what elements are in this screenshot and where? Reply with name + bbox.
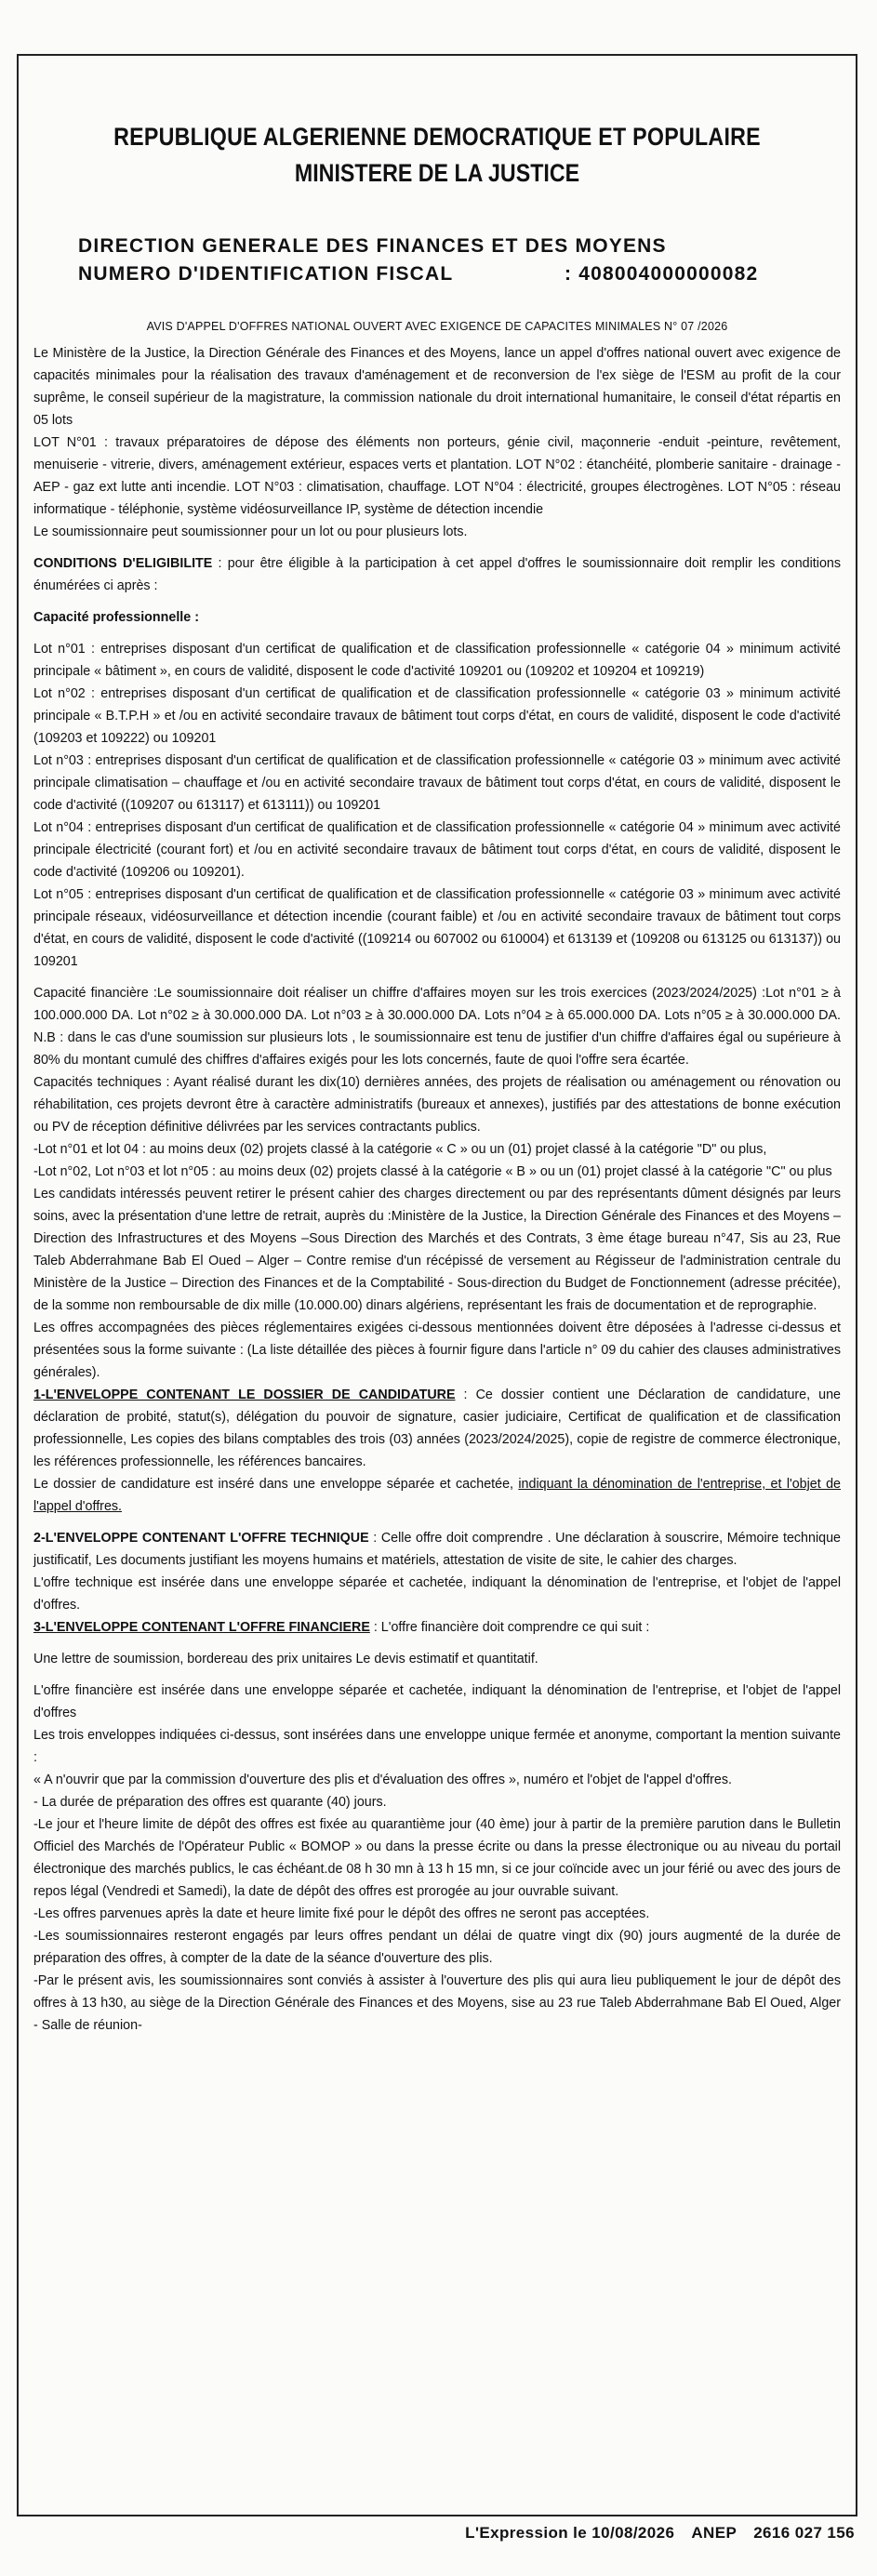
fiscal-id-label: NUMERO D'IDENTIFICATION FISCAL <box>78 263 454 285</box>
lot-requirement: Lot n°03 : entreprises disposant d'un certificat de qualification et de classification professionnelle « catégorie 03 » minimum avec activité principale climatisation – chauffage et /ou en activité secondaire travaux de bâtiment tout corps d'état, en cours de validité, disposent le code d'activité ((109207 ou 613117) et 613111)) ou 109201 <box>33 753 841 813</box>
late-offers-paragraph: -Les offres parvenues après la date et heure limite fixé pour le dépôt des offres ne seront pas acceptées. <box>33 1906 650 1921</box>
envelope-3-paragraph <box>33 1616 841 1639</box>
technical-lot-requirement: -Lot n°02, Lot n°03 et lot n°05 : au moins deux (02) projets classé à la catégorie « B » ou un (01) projet classé à la catégorie "C" ou plus <box>33 1164 832 1179</box>
lot-requirement: Lot n°02 : entreprises disposant d'un certificat de qualification et de classification professionnelle « catégorie 03 » minimum activité principale « B.T.P.H » et /ou en activité secondaire travaux de bâtiment tout corps d'état, en cours de validité, disposent le code d'activité (109203 et 109222) ou 109201 <box>33 686 841 746</box>
republic-title: REPUBLIQUE ALGERIENNE DEMOCRATIQUE ET POPULAIRE <box>113 123 761 151</box>
deadline-paragraph: -Le jour et l'heure limite de dépôt des offres est fixée au quarantième jour (40 ème) jour à partir de la première parution dans le Bulletin Officiel des Marchés de l'Opérateur Public « BOMOP » ou dans la presse écrite ou dans la presse électronique ou au niveau du portail électronique des marchés publics, le cas échéant.de 08 h 30 mn à 13 h 15 mn, si ce jour coïncide avec un jour férié ou avec des jours de repos légal (Vendredi et Samedi), la date de dépôt des offres est prorogée au jour ouvrable suivant. <box>33 1817 841 1899</box>
envelope-1-text: : Ce dossier contient une Déclaration de candidature, une déclaration de probité, statut(s), délégation du pouvoir de signature, casier judiciaire, Certificat de qualification et de classification professionnelle, Les copies des bilans comptables des trois (03) années (2023/2024/2025), copie de registre de commerce électronique, les références professionnelle, les références bancaires. <box>33 1388 841 1469</box>
notice-title: AVIS D'APPEL D'OFFRES NATIONAL OUVERT AVEC EXIGENCE DE CAPACITES MINIMALES N° 07 /2026 <box>146 320 728 333</box>
publication-source: L'Expression le 10/08/2026 <box>465 2524 675 2542</box>
direction-block <box>78 232 841 288</box>
lots-list-paragraph: LOT N°01 : travaux préparatoires de dépose des éléments non porteurs, génie civil, maçonnerie -enduit -peinture, revêtement, menuiserie - vitrerie, divers, aménagement extérieur, espaces verts et plantation. LOT N°02 : étanchéité, plomberie sanitaire - drainage - AEP - gaz ext lutte anti incendie. LOT N°03 : climatisation, chauffage. LOT N°04 : électricité, groupes électrogènes. LOT N°05 : réseau informatique - téléphonie, système vidéosurveillance IP, système de détection incendie <box>33 435 841 517</box>
envelope-mention: « A n'ouvrir que par la commission d'ouverture des plis et d'évaluation des offres », numéro et l'objet de l'appel d'offres. <box>33 1773 732 1787</box>
single-envelope-paragraph: Les trois enveloppes indiquées ci-dessus, sont insérées dans une enveloppe unique fermée et anonyme, comportant la mention suivante : <box>33 1728 841 1765</box>
envelope-3-contents: Une lettre de soumission, bordereau des prix unitaires Le devis estimatif et quantitatif. <box>33 1652 538 1666</box>
envelope-3-title: 3-L'ENVELOPPE CONTENANT L'OFFRE FINANCIERE <box>33 1620 370 1635</box>
fiscal-id-row <box>78 260 841 288</box>
envelope-1-insert <box>33 1473 841 1518</box>
envelope-1-insert-text: Le dossier de candidature est inséré dans une enveloppe séparée et cachetée, <box>33 1477 519 1492</box>
fiscal-id-value: : 408004000000082 <box>565 263 759 285</box>
multi-lot-paragraph: Le soumissionnaire peut soumissionner pour un lot ou pour plusieurs lots. <box>33 524 468 539</box>
intro-paragraph: Le Ministère de la Justice, la Direction Générale des Finances et des Moyens, lance un appel d'offres national ouvert avec exigence de capacités minimales pour la réalisation des travaux d'aménagement et de reconversion de l'ex siège de l'ESM au profit de la cour suprême, le conseil supérieur de la magistrature, la commission nationale du droit international humanitaire, le conseil d'état répartis en 05 lots <box>33 346 841 428</box>
tender-notice <box>17 54 857 2516</box>
financial-capacity-paragraph: Capacité financière :Le soumissionnaire doit réaliser un chiffre d'affaires moyen sur les trois exercices (2023/2024/2025) :Lot n°01 ≥ à 100.000.000 DA. Lot n°02 ≥ à 30.000.000 DA. Lot n°03 ≥ à 30.000.000 DA. Lots n°04 ≥ à 65.000.000 DA. Lots n°05 ≥ à 30.000.000 DA. N.B : dans le cas d'une soumission sur plusieurs lots , le soumissionnaire est tenu de justifier d'un chiffre d'affaires égal ou supérieure à 80% du montant cumulé des chiffres d'affaires exigés pour les lots concernés, faute de quoi l'offre sera écartée. <box>33 986 841 1068</box>
envelope-2-insert: L'offre technique est insérée dans une enveloppe séparée et cachetée, indiquant la dénomination de l'entreprise, et l'objet de l'appel d'offres. <box>33 1575 841 1613</box>
envelope-1-insert-underlined: indiquant la dénomination de l'entreprise, et l'objet de l'appel d'offres. <box>33 1477 841 1514</box>
offers-intro-paragraph: Les offres accompagnées des pièces réglementaires exigées ci-dessous mentionnées doivent être déposées à l'adresse ci-dessus et présentées sous la forme suivante : (La liste détaillée des pièces à fournir figure dans l'article n° 09 du cahier des clauses administratives générales). <box>33 1321 841 1380</box>
conditions-paragraph <box>33 552 841 597</box>
envelope-3-insert: L'offre financière est insérée dans une enveloppe séparée et cachetée, indiquant la dénomination de l'entreprise, et l'objet de l'appel d'offres <box>33 1683 841 1720</box>
ministry-title: MINISTERE DE LA JUSTICE <box>294 159 580 187</box>
envelope-3-text: : L'offre financière doit comprendre ce qui suit : <box>369 1620 650 1635</box>
notice-header <box>33 56 841 188</box>
professional-capacity-title: Capacité professionnelle : <box>33 610 199 625</box>
anep-reference: 2616 027 156 <box>753 2524 855 2542</box>
publication-footer <box>0 2524 855 2543</box>
conditions-text: : pour être éligible à la participation à cet appel d'offres le soumissionnaire doit remplir les conditions énumérées ci après : <box>33 556 841 593</box>
envelope-1-title: 1-L'ENVELOPPE CONTENANT LE DOSSIER DE CANDIDATURE <box>33 1388 456 1402</box>
envelope-2-title: 2-L'ENVELOPPE CONTENANT L'OFFRE TECHNIQUE <box>33 1531 369 1546</box>
technical-lot-requirement: -Lot n°01 et lot 04 : au moins deux (02) projets classé à la catégorie « C » ou un (01) projet classé à la catégorie "D" ou plus, <box>33 1142 767 1157</box>
anep-label: ANEP <box>691 2524 737 2542</box>
technical-capacity-paragraph: Capacités techniques : Ayant réalisé durant les dix(10) dernières années, des projets de réalisation ou aménagement ou rénovation ou réhabilitation, ces projets devront être à caractère administratifs (bureaux et annexes), justifiés par des attestations de bonne exécution ou PV de réception définitive délivrées par les services contractants publics. <box>33 1075 841 1135</box>
conditions-label: CONDITIONS D'ELIGIBILITE <box>33 556 213 571</box>
notice-body <box>33 342 841 2037</box>
direction-name: DIRECTION GENERALE DES FINANCES ET DES MOYENS <box>78 235 667 257</box>
preparation-duration: - La durée de préparation des offres est quarante (40) jours. <box>33 1795 387 1810</box>
withdrawal-paragraph: Les candidats intéressés peuvent retirer le présent cahier des charges directement ou par des représentants dûment désignés par leurs soins, avec la présentation d'une lettre de retrait, auprès du :Ministère de la Justice, la Direction Générale des Finances et des Moyens –Direction des Infrastructures et des Moyens –Sous Direction des Marchés et des Contrats, 3 ème étage bureau n°47, Sis au 23, Rue Taleb Abderrahmane Bab El Oued – Alger – Contre remise d'un récépissé de versement au Régisseur de l'administration centrale du Ministère de la Justice – Direction des Finances et de la Comptabilité - Sous-direction du Budget de Fonctionnement (adresse précitée), de la somme non remboursable de dix mille (10.000.00) dinars algériens, représentant les frais de documentation et de reprographie. <box>33 1187 841 1313</box>
envelope-1-paragraph <box>33 1384 841 1473</box>
lot-requirement: Lot n°04 : entreprises disposant d'un certificat de qualification et de classification professionnelle « catégorie 04 » minimum avec activité principale électricité (courant fort) et /ou en activité secondaire travaux de bâtiment tout corps d'état, en cours de validité, disposent le code d'activité (109206 ou 109201). <box>33 820 841 880</box>
validity-paragraph: -Les soumissionnaires resteront engagés par leurs offres pendant un délai de quatre vingt dix (90) jours augmenté de la durée de préparation des offres, à compter de la date de la séance d'ouverture des plis. <box>33 1929 841 1966</box>
opening-paragraph: -Par le présent avis, les soumissionnaires sont conviés à assister à l'ouverture des plis qui aura lieu publiquement le jour de dépôt des offres à 13 h30, au siège de la Direction Générale des Finances et des Moyens, sise au 23 rue Taleb Abderrahmane Bab El Oued, Alger - Salle de réunion- <box>33 1973 841 2033</box>
envelope-2-text: : Celle offre doit comprendre . Une déclaration à souscrire, Mémoire technique justificatif, Les documents justifiant les moyens humains et matériels, attestation de visite de site, le cahier des charges. <box>33 1531 841 1568</box>
lot-requirement: Lot n°01 : entreprises disposant d'un certificat de qualification et de classification professionnelle « catégorie 04 » minimum activité principale « bâtiment », en cours de validité, disposent le code d'activité 109201 ou (109202 et 109204 et 109219) <box>33 642 841 679</box>
lot-requirement: Lot n°05 : entreprises disposant d'un certificat de qualification et de classification professionnelle « catégorie 03 » minimum avec activité principale réseaux, vidéosurveillance et détection incendie (courant faible) et /ou en activité secondaire travaux de bâtiment tout corps d'état, en cours de validité, disposent le code d'activité ((109214 ou 607002 ou 610004) et 613139 et (109208 ou 613125 ou 613137)) ou 109201 <box>33 887 841 969</box>
envelope-2-paragraph <box>33 1527 841 1572</box>
